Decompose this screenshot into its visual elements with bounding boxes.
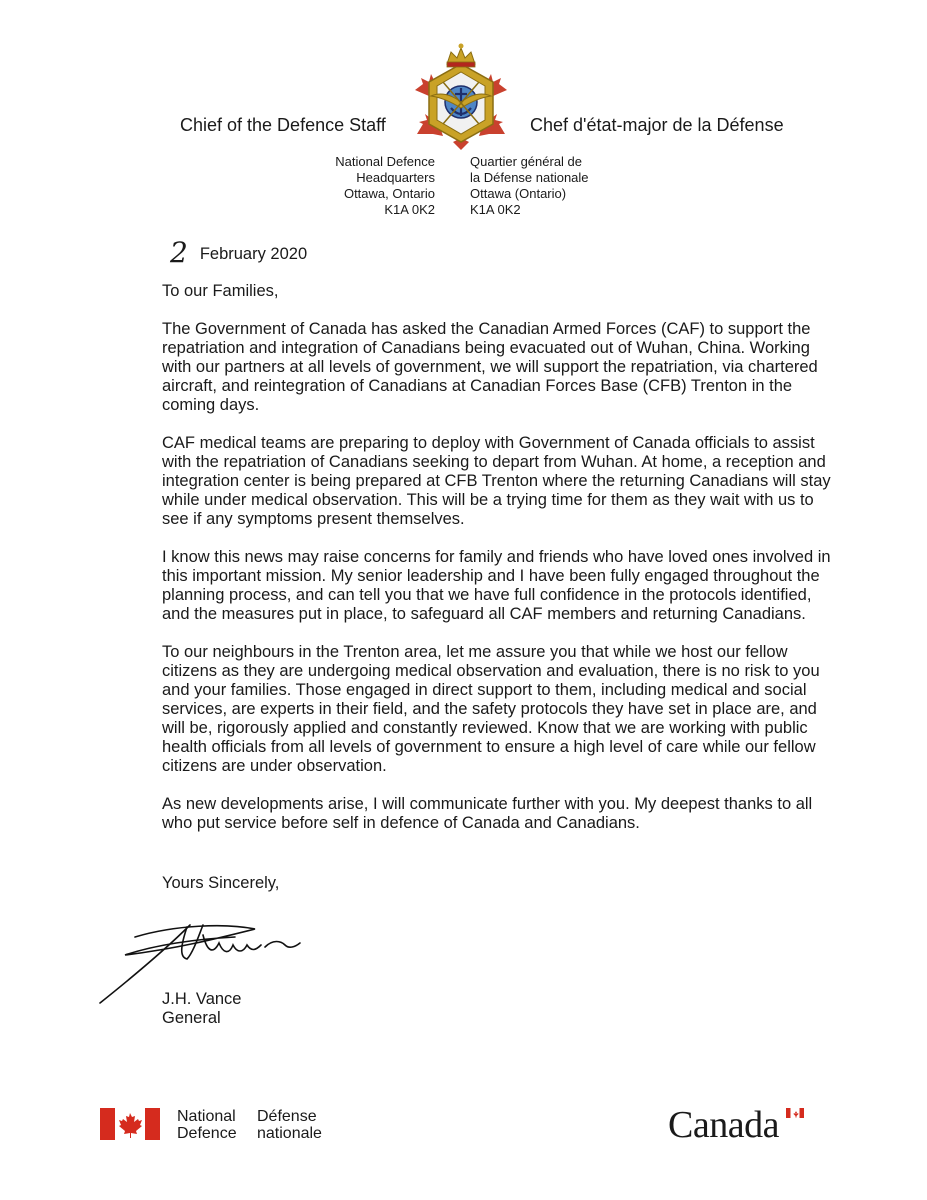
salutation: To our Families, xyxy=(162,282,279,300)
footer-line: Défense xyxy=(257,1108,317,1125)
paragraph: I know this news may raise concerns for family and friends who have loved ones involved in this important mission. My senior leadership and I have been fully engaged throughout the planning process, and can tell you that we have full confidence in the protocols identified, and the measures put in place, to safeguard all CAF members and returning Canadians. xyxy=(162,548,831,623)
paragraph: To our neighbours in the Trenton area, let me assure you that while we host our fellow citizens as they are undergoing medical observation and evaluation, there is no risk to you and your families. Those engaged in direct support to them, including medical and social services, are experts in their field, and the safety protocols they have set in place are, and will be, rigorously applied and constantly reviewed. Know that we are working with public health officials from all levels of government to ensure a high level of care while our fellow citizens are under observation. xyxy=(162,643,820,775)
signer-name: J.H. Vance xyxy=(162,990,242,1008)
address-fr-line: Ottawa (Ontario) xyxy=(470,186,567,201)
address-fr-line: Quartier général de xyxy=(470,154,583,169)
address-fr-line: K1A 0K2 xyxy=(470,202,521,217)
canada-wordmark: Canada xyxy=(668,1104,779,1146)
address-en-line: Headquarters xyxy=(356,170,435,185)
address-en xyxy=(300,154,435,218)
signer-rank: General xyxy=(162,1009,221,1027)
address-en-line: National Defence xyxy=(335,154,435,169)
footer-line: nationale xyxy=(257,1125,322,1142)
cds-badge-icon xyxy=(409,38,513,154)
address-en-line: K1A 0K2 xyxy=(384,202,435,217)
closing: Yours Sincerely, xyxy=(162,874,280,892)
paragraph: The Government of Canada has asked the Canadian Armed Forces (CAF) to support the repatriation and integration of Canadians being evacuated out of Wuhan, China. Working with our partners at all levels of government, we will support the repatriation, via chartered aircraft, and reintegration of Canadians at Canadian Forces Base (CFB) Trenton in the coming days. xyxy=(162,320,818,414)
footer-line: Defence xyxy=(177,1125,237,1142)
letter-body xyxy=(162,282,842,852)
paragraph: As new developments arise, I will communicate further with you. My deepest thanks to all who put service before self in defence of Canada and Canadians. xyxy=(162,795,813,832)
title-en: Chief of the Defence Staff xyxy=(180,115,386,135)
address-fr xyxy=(470,154,630,218)
signer-block xyxy=(162,990,241,1028)
title-fr: Chef d'état-major de la Défense xyxy=(530,115,784,135)
address-fr-line: la Défense nationale xyxy=(470,170,589,185)
footer-dept-fr xyxy=(257,1108,322,1142)
footer-line: National xyxy=(177,1108,236,1125)
wordmark-flag-icon xyxy=(786,1108,804,1118)
letter-date xyxy=(170,236,307,269)
date-day-handwritten: 2 xyxy=(170,236,188,269)
footer-dept-en xyxy=(177,1108,237,1142)
date-month-year: February 2020 xyxy=(199,245,308,263)
canada-flag-icon xyxy=(100,1108,160,1140)
paragraph: CAF medical teams are preparing to deploy with Government of Canada officials to assist with the repatriation of Canadians seeking to depart from Wuhan. At home, a reception and integration center is being prepared at CFB Trenton where the returning Canadians will stay while under medical observation. This will be a trying time for them as they wait with us to see if any symptoms present themselves. xyxy=(162,434,831,528)
address-en-line: Ottawa, Ontario xyxy=(343,186,435,201)
